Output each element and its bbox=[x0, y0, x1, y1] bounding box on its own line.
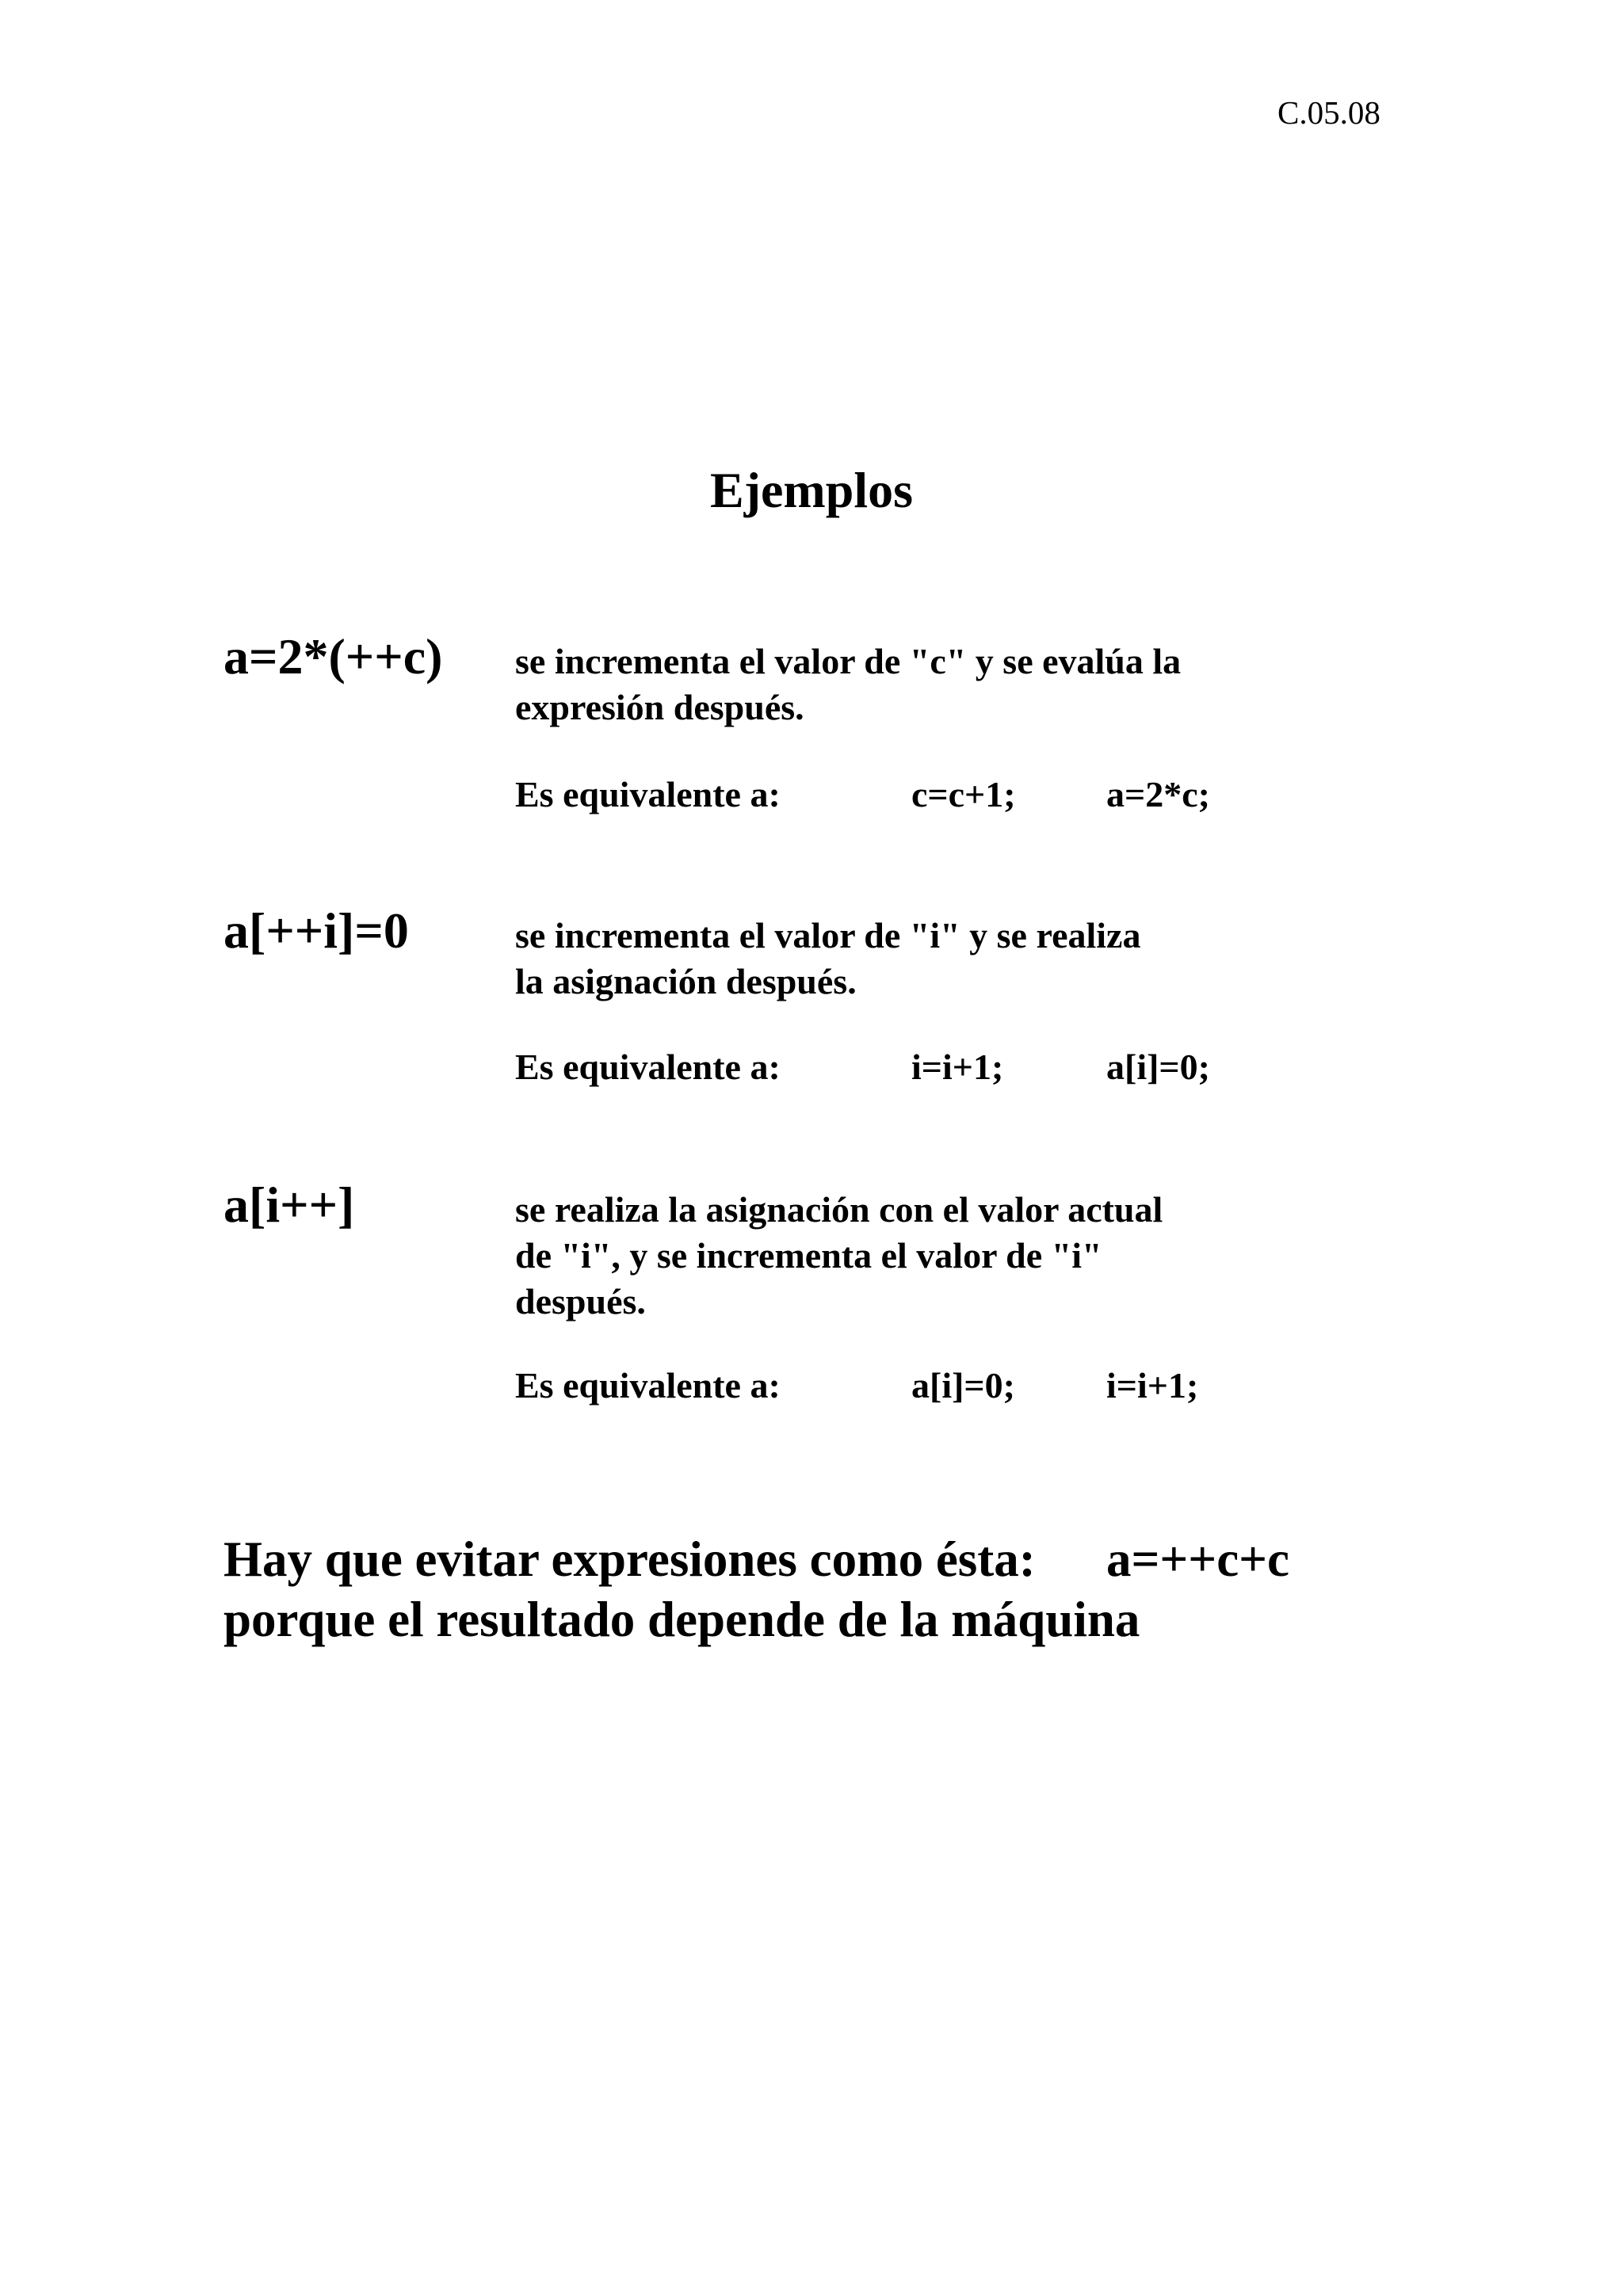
warning-expression: a=++c+c bbox=[1106, 1531, 1290, 1587]
example-description bbox=[515, 1187, 1163, 1325]
warning-text: Hay que evitar expresiones como ésta: bbox=[223, 1531, 1036, 1587]
equivalent-label: Es equivalente a: bbox=[515, 1047, 781, 1087]
description-line: después. bbox=[515, 1281, 646, 1322]
example-expression: a[i++] bbox=[223, 1177, 355, 1233]
page-title: Ejemplos bbox=[710, 462, 913, 518]
description-line: expresión después. bbox=[515, 687, 804, 727]
warning-note bbox=[223, 1529, 1412, 1650]
warning-line-2: porque el resultado depende de la máquina bbox=[223, 1592, 1140, 1647]
example-expression: a[++i]=0 bbox=[223, 902, 409, 959]
equivalent-step-1: i=i+1; bbox=[911, 1047, 1004, 1087]
page-id: C.05.08 bbox=[1277, 94, 1381, 131]
equivalent-label: Es equivalente a: bbox=[515, 774, 781, 814]
warning-line-1 bbox=[223, 1529, 1412, 1589]
example-description bbox=[515, 913, 1140, 1005]
description-line: se incrementa el valor de "c" y se evalúa la bbox=[515, 641, 1182, 681]
description-line: se realiza la asignación con el valor actual bbox=[515, 1189, 1163, 1230]
description-line: se incrementa el valor de "i" y se realiza bbox=[515, 915, 1141, 955]
equivalent-step-1: a[i]=0; bbox=[911, 1365, 1015, 1405]
equivalent-step-2: i=i+1; bbox=[1106, 1365, 1199, 1405]
example-expression: a=2*(++c) bbox=[223, 628, 443, 685]
description-line: de "i", y se incrementa el valor de "i" bbox=[515, 1235, 1102, 1276]
equivalent-label: Es equivalente a: bbox=[515, 1365, 781, 1405]
description-line: la asignación después. bbox=[515, 961, 857, 1001]
equivalent-step-2: a=2*c; bbox=[1106, 774, 1210, 814]
equivalent-step-2: a[i]=0; bbox=[1106, 1047, 1210, 1087]
equivalent-step-1: c=c+1; bbox=[911, 774, 1016, 814]
example-description bbox=[515, 639, 1181, 730]
